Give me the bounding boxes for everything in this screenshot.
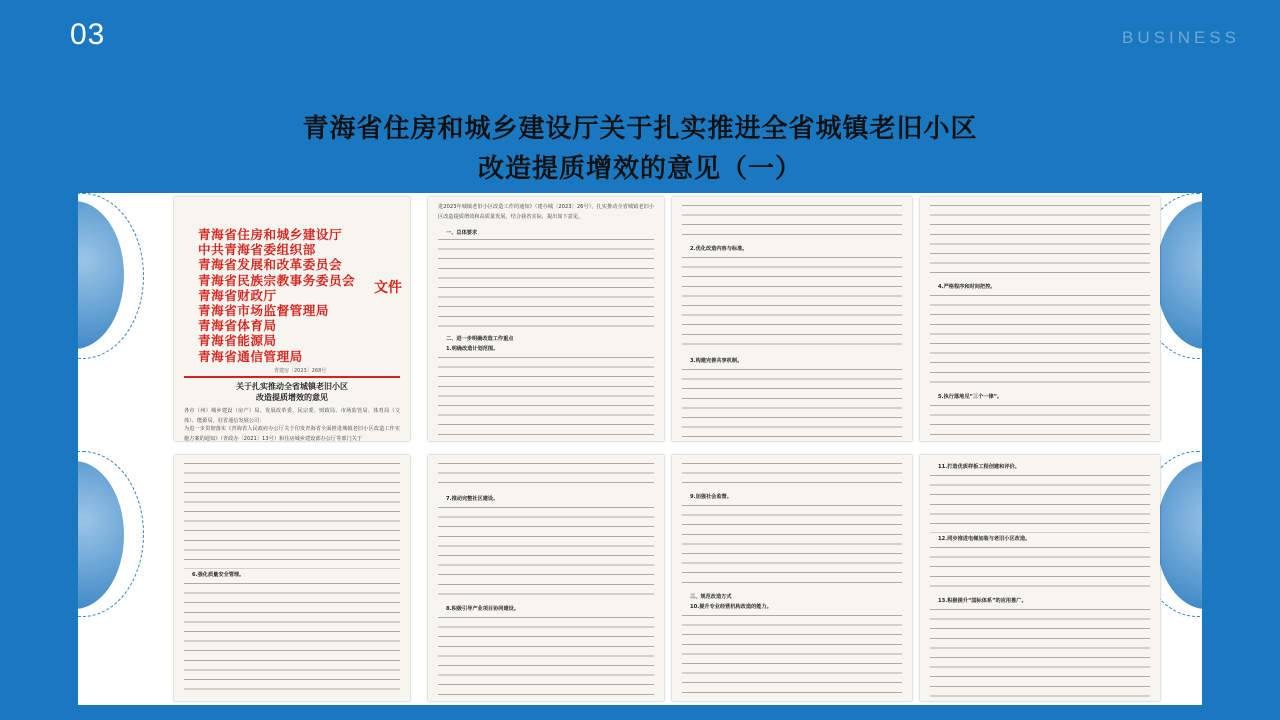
document-page-5 <box>174 455 410 701</box>
item-heading: 7.推动完整社区建设。 <box>446 496 499 502</box>
issuer: 青海省通信管理局 <box>198 348 303 364</box>
item-heading: 12.同步推进电梯加装与老旧小区改造。 <box>938 536 1031 542</box>
text-lines <box>682 505 902 591</box>
issuer: 青海省发展和改革委员会 <box>198 257 343 273</box>
text-lines <box>930 609 1150 697</box>
document-page-6 <box>428 455 664 701</box>
decorative-dashed-ring <box>78 451 144 617</box>
document-page-1 <box>174 197 410 441</box>
page-title-line-1: 青海省住房和城乡建设厅关于扎实推进全省城镇老旧小区 <box>302 114 978 144</box>
text-lines <box>930 205 1150 281</box>
text-lines <box>438 239 654 335</box>
issuer: 青海省体育局 <box>198 318 277 334</box>
document-page-4 <box>920 197 1160 441</box>
brand-label: BUSINESS <box>1122 28 1240 47</box>
recipients-text: 各市（州）城乡建设（房产）局、发展改革委、民宗委、财政局、市场监管局、体育局（文体）、能源局，驻省通信发展公司： <box>184 408 400 424</box>
issuer: 中共青海省委组织部 <box>198 242 316 258</box>
text-lines <box>682 205 902 243</box>
item-heading: 6.强化质量安全管理。 <box>192 572 245 578</box>
section-heading: 三、规范改造方式 <box>690 594 732 600</box>
item-heading: 4.严格程序和时间把控。 <box>938 284 996 290</box>
issuer: 青海省财政厅 <box>198 287 277 303</box>
text-lines <box>184 463 400 569</box>
item-heading: 13.积极提升“国标体系”的应用推广。 <box>938 598 1027 604</box>
red-divider <box>184 376 400 378</box>
text-lines <box>682 615 902 697</box>
item-heading: 11.打造优质样板工程创建和评价。 <box>938 464 1020 470</box>
section-heading: 二、进一步明确改造工作重点 <box>446 336 514 342</box>
item-heading: 9.加强社会监督。 <box>690 494 732 500</box>
text-lines <box>682 369 902 437</box>
document-page-8 <box>920 455 1160 701</box>
slide-number: 03 <box>70 18 106 51</box>
text-lines <box>930 295 1150 391</box>
item-heading: 10.提升专业经营机构改造的能力。 <box>690 604 772 610</box>
issuer-list <box>198 227 388 364</box>
issuer-suffix: 文件 <box>374 280 402 296</box>
item-heading: 5.执行落地见“三个一律”。 <box>938 394 1003 400</box>
document-page-2 <box>428 197 664 441</box>
text-lines <box>930 405 1150 437</box>
issuer: 青海省市场监督管理局 <box>198 303 329 319</box>
document-page-3 <box>672 197 912 441</box>
document-number: 青建房〔2023〕268号 <box>274 368 327 374</box>
issuer: 青海省能源局 <box>198 333 277 349</box>
document-page-7 <box>672 455 912 701</box>
text-lines <box>682 257 902 353</box>
text-lines <box>438 357 654 437</box>
issuer: 青海省住房和城乡建设厅 <box>198 227 343 242</box>
page-text: 进2023年城镇老旧小区改造工作的通知》（建办城〔2023〕26号），扎实推动全省城镇老旧小区改造提质增效和高质量发展，结合我省实际，提出如下意见。 <box>438 204 654 220</box>
text-lines <box>930 475 1150 533</box>
document-title <box>174 381 410 403</box>
item-heading: 3.构建完善共享机制。 <box>690 358 743 364</box>
opening-paragraph: 为进一步贯彻落实《青海省人民政府办公厅关于印发青海省全面推进城镇老旧小区改造工作实施方案的通知》（青政办〔2021〕13号）和住房城乡建设部办公厅等部门关于 <box>184 426 400 441</box>
item-heading: 8.积极引导产业项目协同建设。 <box>446 606 520 612</box>
document-title-line: 关于扎实推动全省城镇老旧小区 <box>236 382 348 391</box>
text-lines <box>184 583 400 697</box>
issuer: 青海省民族宗教事务委员会 <box>198 272 356 288</box>
document-title-line: 改造提质增效的意见 <box>256 393 328 402</box>
text-lines <box>930 547 1150 595</box>
section-heading: 一、总体要求 <box>446 230 478 236</box>
document-panel <box>78 193 1202 705</box>
item-heading: 1.明确改造计划范围。 <box>446 346 499 352</box>
text-lines <box>438 463 654 491</box>
text-lines <box>438 617 654 697</box>
text-lines <box>438 507 654 603</box>
decorative-dashed-ring <box>78 193 144 359</box>
page-title-line-2: 改造提质增效的意见（一） <box>477 154 802 184</box>
item-heading: 2.优化改造内容与标准。 <box>690 246 748 252</box>
